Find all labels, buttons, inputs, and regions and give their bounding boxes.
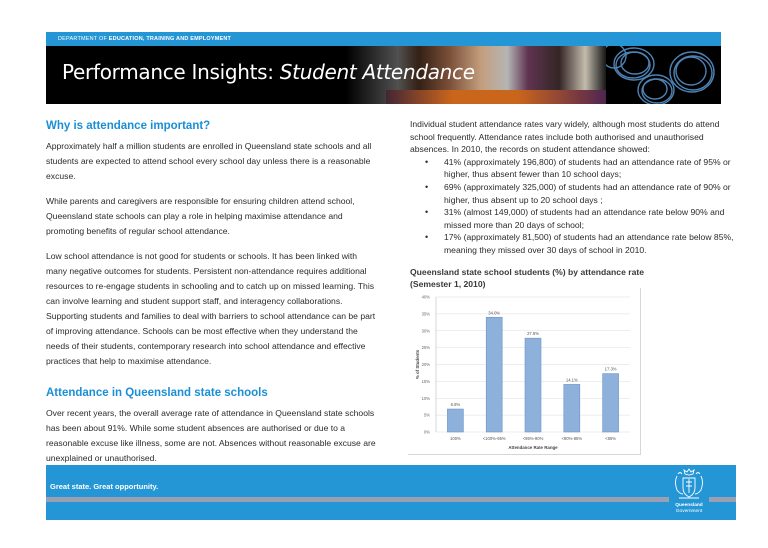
y-tick-label: 10%: [421, 395, 430, 401]
y-tick-label: 40%: [421, 294, 430, 300]
intro-paragraph: Individual student attendance rates vary widely, although most students do attend school frequently. Attendance rates include both authorised and unauthorised absences. In 2010, the records on student attendance showed:: [410, 119, 720, 155]
section-heading-why: Why is attendance important?: [46, 120, 211, 132]
bar: [525, 338, 541, 432]
x-tick-label: <100%-95%: [482, 436, 506, 441]
y-axis-title: % of Students: [415, 349, 420, 380]
y-tick-label: 25%: [421, 345, 430, 351]
paragraph: Low school attendance is not good for students or schools. It has been linked with many negative outcomes for students. Persistent non-attendance requires additional resources to re-engage students in schooling and to catch up on missed learning. This can involve learning and student support staff, and interagency collaborations. Supporting students and families to deal with barriers to school attendance can be part of improving attendance. Schools can be most effective when they understand the needs of their students, contemporary research into school attendance and effective practices that help to maximise attendance.: [46, 251, 376, 366]
data-label: 34.0%: [488, 310, 501, 316]
footer-stripe: [46, 497, 736, 502]
list-item: • 69% (approximately 325,000) of students had an attendance rate of 90% or higher, thus absent up to 20 school days ;: [444, 181, 740, 206]
x-axis-title: Attendance Rate Range: [508, 445, 558, 450]
data-label: 17.3%: [604, 366, 617, 372]
bar: [564, 384, 580, 432]
title-main: Performance Insights:: [62, 60, 280, 84]
coat-of-arms-icon: [669, 466, 709, 504]
logo-text: [669, 503, 709, 515]
y-tick-label: 15%: [421, 378, 430, 384]
y-tick-label: 35%: [421, 311, 430, 317]
list-item: • 17% (approximately 81,500) of students had an attendance rate below 85%, meaning they missed over 30 days of school in 2010.: [444, 231, 740, 256]
qld-government-logo: [669, 465, 709, 520]
x-tick-label: 100%: [450, 436, 461, 441]
logo-line1: Queensland: [675, 503, 703, 508]
x-tick-label: <85%: [605, 436, 617, 441]
logo-line2: Government: [675, 509, 703, 514]
y-tick-label: 5%: [423, 412, 430, 418]
data-label: 27.8%: [527, 331, 539, 337]
chart-title-line2: (Semester 1, 2010): [410, 279, 486, 289]
department-prefix: DEPARTMENT OF: [58, 36, 109, 42]
chart-title-line1: Queensland state school students (%) by attendance rate: [410, 267, 644, 277]
section-heading-attendance-qld: Attendance in Queensland state schools: [46, 387, 268, 399]
page-title: [62, 60, 475, 84]
footer-tagline: Great state. Great opportunity.: [50, 482, 159, 491]
department-name: EDUCATION, TRAINING AND EMPLOYMENT: [108, 36, 232, 42]
data-label: 6.8%: [450, 402, 461, 408]
y-tick-label: 0%: [423, 429, 430, 435]
data-label: 14.1%: [565, 377, 578, 383]
bar: [486, 317, 502, 432]
x-tick-label: <95%-90%: [522, 436, 544, 441]
list-item: • 41% (approximately 196,800) of students had an attendance rate of 95% or higher, thus absent fewer than 10 school days;: [444, 156, 740, 181]
paragraph: Over recent years, the overall average rate of attendance in Queensland state schools has been about 91%. While some student absences are authorised or due to a reasonable excuse like illness, some are not. Absences without reasonable excuse are unexplained or unauthorised.: [46, 408, 376, 463]
paragraph: Approximately half a million students are enrolled in Queensland state schools and all students are expected to attend school every school day unless there is a reasonable excuse.: [46, 141, 372, 181]
paragraph: While parents and caregivers are responsible for ensuring children attend school, Queensland state schools can play a role in helping maximise attendance and promoting benefits of regular school attendance.: [46, 196, 355, 236]
y-tick-label: 30%: [421, 328, 430, 334]
footer: [46, 465, 736, 520]
list-item: • 31% (almost 149,000) of students had an attendance rate below 90% and missed more than 20 days of school;: [444, 206, 740, 231]
bar: [603, 374, 619, 432]
x-tick-label: <90%-85%: [561, 436, 583, 441]
title-italic: Student Attendance: [279, 60, 475, 84]
y-tick-label: 20%: [421, 362, 430, 367]
bar: [447, 409, 463, 432]
